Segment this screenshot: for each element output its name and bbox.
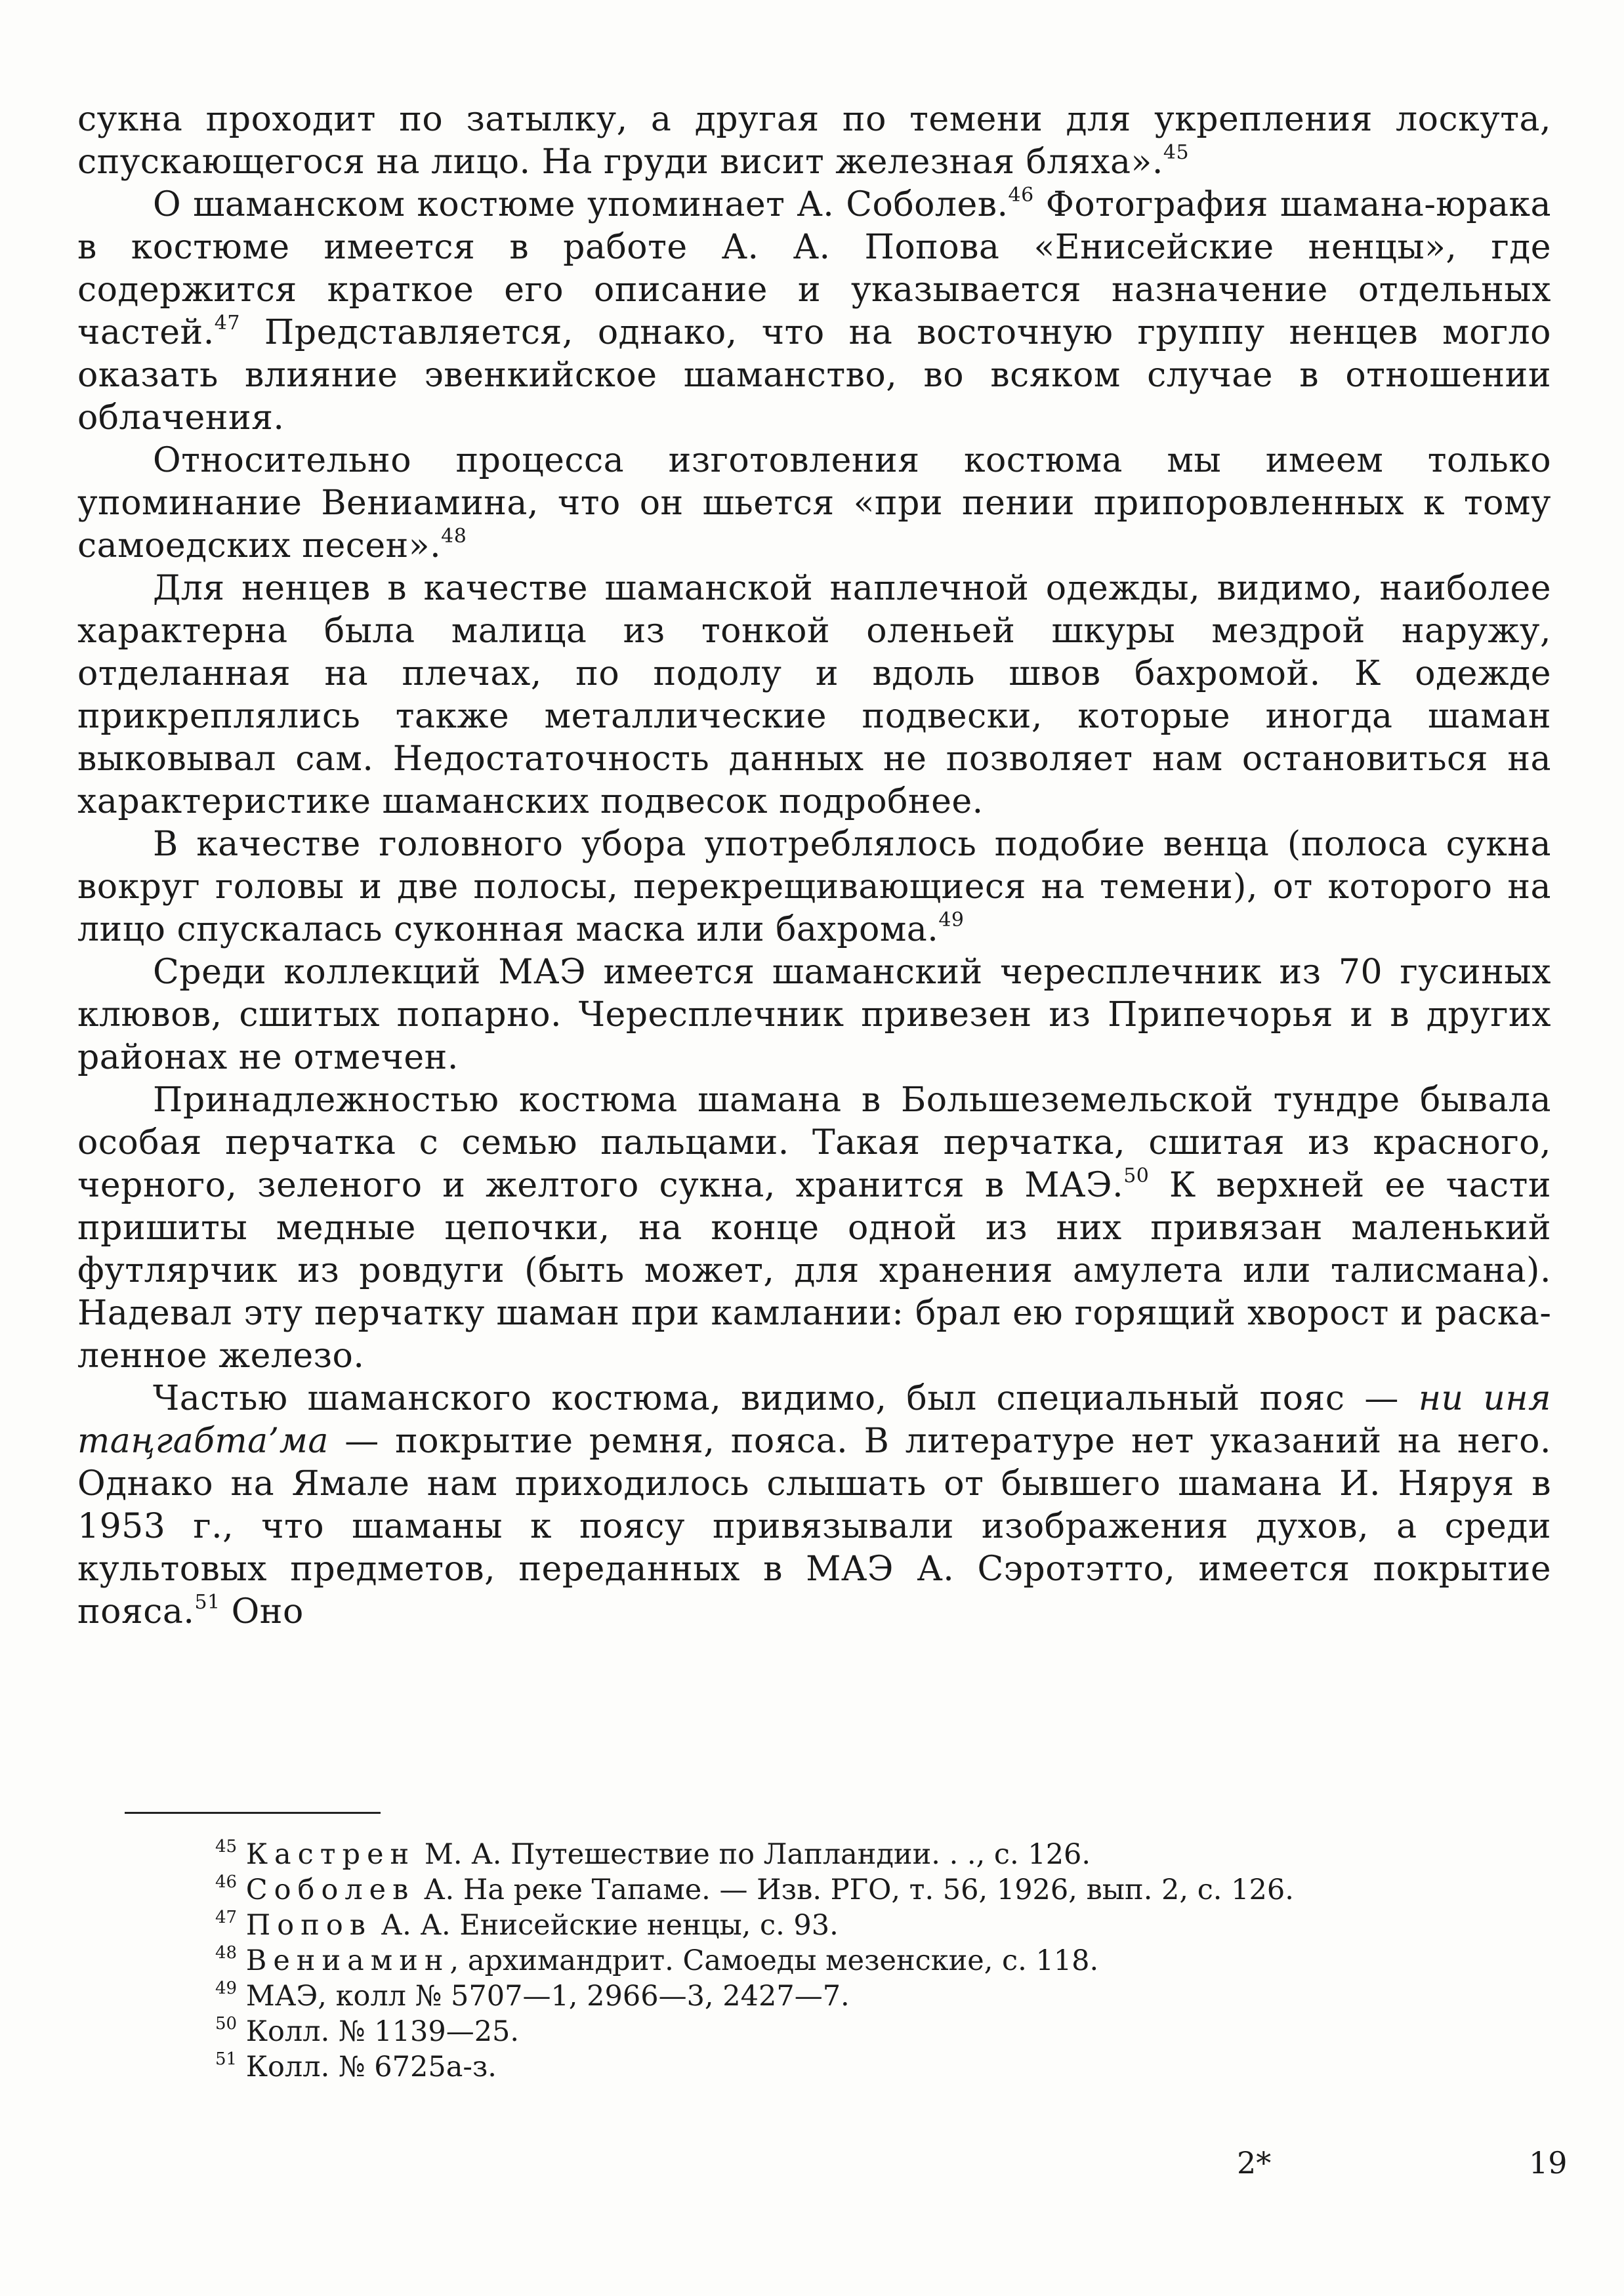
text-run: — покрытие ремня, пояса. В литературе нет указаний на него. Однако на Ямале нам приходилось слышать от бывшего шамана И. Няруя в 1953 г., что шаманы к поясу привязывали изображения духов, а среди культовых предметов, переданных в МАЭ А. Сэротэтто, имеется покрытие пояса.	[77, 1422, 1551, 1631]
footnote-author: Соболев	[245, 1874, 415, 1906]
footnote-number: 47	[215, 1908, 238, 1927]
footnote-text: Колл. № 1139—25.	[245, 2015, 520, 2048]
paragraph	[77, 567, 1551, 823]
paragraph	[77, 98, 1551, 184]
paragraph	[77, 823, 1551, 951]
text-run: Для ненцев в качестве шаманской наплечной одежды, видимо, наиболее характерна была малица из тонкой оленьей шкуры мездрой наружу, отделанная на плечах, по подолу и вдоль швов бахромой. К одежде прикреплялись также металлические подвески, которые иногда шаман выковывал сам. Недостаточность данных не позволяет нам остановиться на характеристике шаманских подвесок подробнее.	[77, 569, 1551, 821]
footnote-text: Колл. № 6725а-з.	[245, 2051, 497, 2083]
footnote-author: Попов	[245, 1909, 372, 1942]
text-run: Фотография шамана-юрака в костюме имеется в работе А. А. Попова «Енисейские ненцы», где содержится краткое его описание и указывается назначение отдельных частей.	[77, 185, 1551, 352]
footnote-ref: 46	[1008, 184, 1034, 207]
footnote-text: М. А. Путешествие по Лапландии. . ., с. 126.	[415, 1838, 1091, 1871]
paragraph	[77, 951, 1551, 1079]
footnote-number: 50	[215, 2014, 238, 2034]
footnote	[77, 1837, 1551, 1872]
footnote-text: МАЭ, колл № 5707—1, 2966—3, 2427—7.	[245, 1980, 850, 2013]
footnote	[77, 1943, 1551, 1978]
page-number: 19	[1529, 2145, 1568, 2181]
text-run: Принадлежностью костюма шамана в Большеземельской тундре бывала особая перчатка с семью пальцами. Такая перчатка, сшитая из красного, черного, зеленого и желтого сукна, хранится в МАЭ.	[77, 1080, 1551, 1205]
footnotes	[77, 1837, 1551, 2085]
footnote-number: 49	[215, 1978, 238, 1998]
footnote-number: 51	[215, 2049, 238, 2069]
footnote-number: 46	[215, 1872, 238, 1892]
text-run: Представляется, однако, что на восточную группу ненцев могло оказать влияние эвенкийское шаманство, во всяком случае в отношении облачения.	[77, 313, 1551, 438]
text-run: Частью шаманского костюма, видимо, был специальный пояс —	[153, 1379, 1419, 1418]
footnote-ref: 50	[1123, 1164, 1150, 1187]
main-text	[77, 98, 1551, 1633]
text-run: В качестве головного убора употреблялось подобие венца (полоса сукна вокруг головы и две полосы, перекрещивающиеся на темени), от которого на лицо спускалась суконная маска или бахрома.	[77, 825, 1551, 949]
paragraph	[77, 1079, 1551, 1378]
footnote-author: Кастрен	[245, 1838, 416, 1871]
footnote	[77, 1978, 1551, 2014]
paragraph	[77, 1378, 1551, 1633]
footnote-number: 48	[215, 1943, 238, 1963]
text-run: К верхней ее части пришиты медные цепочки, на конце одной из них привязан маленький футлярчик из ровдуги (быть может, для хранения амулета или талисмана). Надевал эту перчатку шаман при камлании: брал ею горящий хворост и раскаленное железо.	[77, 1166, 1552, 1376]
footnote-author: Вениамин	[245, 1944, 450, 1977]
text-run: Относительно процесса изготовления костюма мы имеем только упоминание Вениамина, что он шьется «при пении припоровленных к тому самоедских песен».	[77, 441, 1551, 565]
footnote-number: 45	[215, 1837, 238, 1856]
paragraph	[77, 440, 1551, 567]
footnote-separator	[125, 1812, 381, 1814]
footnote-text: А. На реке Тапаме. — Изв. РГО, т. 56, 1926, вып. 2, с. 126.	[415, 1874, 1294, 1906]
footnote-ref: 49	[938, 909, 965, 932]
paragraph	[77, 184, 1551, 440]
footnote	[77, 1908, 1551, 1943]
text-run: сукна проходит по затылку, а другая по темени для укрепления лоскута, спускающегося на лицо. На груди висит железная бляха».	[77, 100, 1551, 182]
footnote	[77, 2049, 1551, 2085]
text-run: О шаманском костюме упоминает А. Соболев.	[153, 185, 1009, 224]
footnote-ref: 45	[1163, 141, 1190, 164]
footnote-ref: 51	[194, 1591, 220, 1614]
footnote-text: А. А. Енисейские ненцы, с. 93.	[371, 1909, 839, 1942]
text-run: Среди коллекций МАЭ имеется шаманский чересплечник из 70 гусиных клювов, сшитых попарно. Чересплечник привезен из Припечорья и в других районах не отмечен.	[77, 953, 1551, 1077]
footnote	[77, 1872, 1551, 1908]
italic-term: ни иня таңгабта’ма	[77, 1379, 1552, 1461]
footnote-ref: 47	[214, 312, 240, 335]
footnote-text: , архимандрит. Самоеды мезенские, с. 118.	[449, 1944, 1099, 1977]
signature-mark: 2*	[1237, 2145, 1272, 2181]
footnote-ref: 48	[441, 525, 467, 548]
text-run: Оно	[220, 1592, 304, 1631]
footnote	[77, 2014, 1551, 2049]
